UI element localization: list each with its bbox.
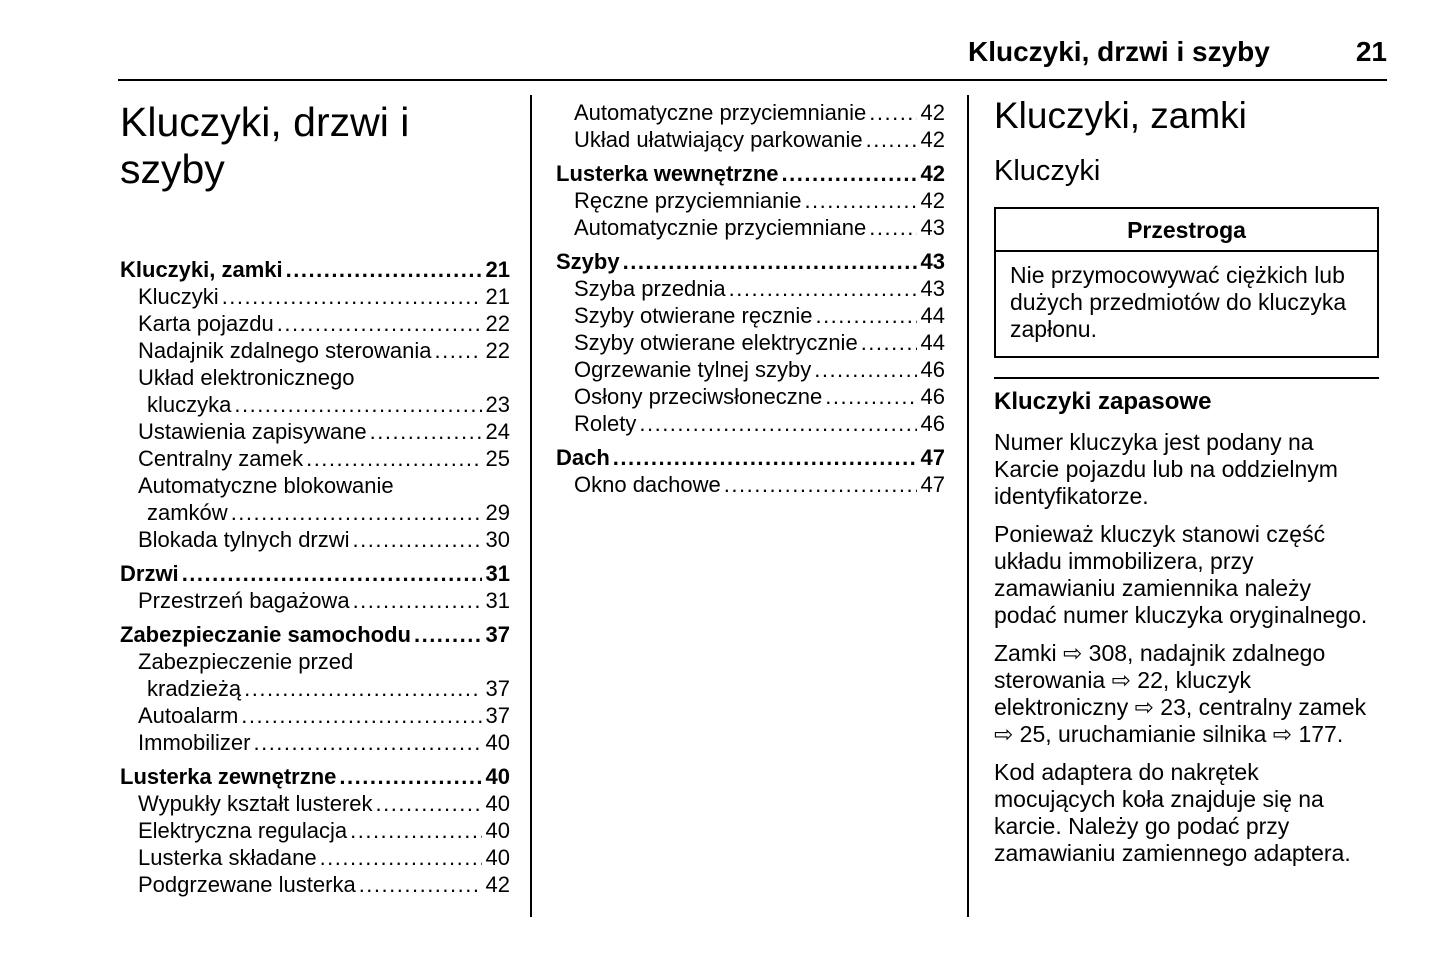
toc-leader-dots — [815, 302, 916, 329]
toc-entry-label: Blokada tylnych drzwi — [138, 527, 350, 552]
toc-entry[interactable] — [556, 126, 945, 153]
toc-leader-dots — [253, 729, 481, 756]
toc-entry-page-number: 40 — [485, 730, 510, 755]
toc-entry[interactable] — [120, 310, 510, 337]
toc-entry-label: Ogrzewanie tylnej szyby — [574, 357, 812, 382]
toc-leader-dots — [376, 790, 482, 817]
toc-entry-page-number: 46 — [920, 357, 945, 382]
toc-leader-dots — [825, 383, 916, 410]
toc-entry[interactable] — [556, 329, 945, 356]
toc-entry-page-number: 47 — [920, 445, 945, 470]
toc-entry[interactable] — [556, 99, 945, 126]
toc-leader-dots — [241, 702, 481, 729]
running-header — [120, 36, 1387, 68]
toc-leader-dots — [222, 283, 482, 310]
toc-entry-page-number: 47 — [920, 472, 945, 497]
toc-entry-page-number: 43 — [920, 276, 945, 301]
toc-entry[interactable] — [556, 248, 945, 275]
running-header-page-number: 21 — [1355, 36, 1387, 67]
toc-leader-dots — [782, 160, 917, 187]
toc-entry-label: Szyby otwierane ręcznie — [574, 303, 813, 328]
toc-leader-dots — [435, 337, 482, 364]
column-divider-2 — [967, 95, 969, 917]
paragraph-key-number: Numer kluczyka jest podany na Karcie pojazdu lub na oddzielnym identyfikatorze. — [994, 429, 1338, 509]
toc-entry-label: Szyby — [556, 249, 620, 274]
toc-leader-dots — [277, 310, 482, 337]
toc-entry-label: Rolety — [574, 411, 637, 436]
toc-leader-dots — [814, 356, 916, 383]
toc-column-2 — [556, 99, 945, 498]
toc-leader-dots — [234, 391, 481, 418]
toc-entry-page-number: 37 — [485, 676, 510, 701]
toc-entry[interactable] — [120, 587, 510, 614]
caution-box — [994, 207, 1379, 358]
toc-entry-first-line: Automatyczne blokowanie — [138, 473, 394, 498]
toc-leader-dots — [639, 410, 916, 437]
toc-entry[interactable] — [120, 675, 510, 702]
paragraph-immobilizer: Ponieważ kluczyk stanowi część układu immobilizera, przy zamawianiu zamiennika należy podać numer kluczyka oryginalnego. — [994, 521, 1368, 628]
toc-entry-page-number: 24 — [485, 419, 510, 444]
toc-entry[interactable] — [120, 256, 510, 283]
toc-entry-page-number: 42 — [920, 161, 945, 186]
content-column — [994, 95, 1379, 878]
toc-leader-dots — [320, 844, 482, 871]
toc-entry-label: Nadajnik zdalnego sterowania — [138, 338, 432, 363]
toc-entry-page-number: 40 — [485, 791, 510, 816]
toc-leader-dots — [359, 871, 482, 898]
paragraph-cross-references: Zamki ⇨ 308, nadajnik zdalnego sterowania ⇨ 22, kluczyk elektroniczny ⇨ 23, centralny zamek ⇨ 25, uruchamianie silnika ⇨ 177. — [994, 640, 1367, 747]
toc-entry[interactable] — [120, 391, 510, 418]
toc-entry-label: Lusterka zewnętrzne — [120, 764, 337, 789]
toc-entry-page-number: 40 — [485, 764, 510, 789]
toc-leader-dots — [306, 445, 481, 472]
toc-leader-dots — [244, 675, 481, 702]
toc-leader-dots — [231, 499, 482, 526]
toc-entry-page-number: 21 — [485, 284, 510, 309]
toc-entry[interactable] — [120, 817, 510, 844]
column-divider-1 — [530, 95, 532, 917]
toc-entry[interactable] — [120, 729, 510, 756]
spare-keys-heading: Kluczyki zapasowe — [994, 377, 1379, 416]
toc-leader-dots — [414, 621, 482, 648]
toc-leader-dots — [804, 187, 916, 214]
toc-entry-label: Szyby otwierane elektrycznie — [574, 330, 858, 355]
toc-entry-page-number: 31 — [485, 588, 510, 613]
section-heading: Kluczyki, zamki — [994, 95, 1247, 136]
toc-entry-label: Automatyczne przyciemnianie — [574, 100, 867, 125]
toc-entry-page-number: 37 — [485, 622, 510, 647]
toc-leader-dots — [353, 587, 482, 614]
toc-entry-label: Osłony przeciwsłoneczne — [574, 384, 823, 409]
toc-entry[interactable] — [556, 214, 945, 241]
toc-entry-label: kluczyka — [147, 392, 232, 417]
toc-entry-first-line: Zabezpieczenie przed — [138, 649, 354, 674]
toc-entry-page-number: 42 — [920, 127, 945, 152]
toc-entry[interactable] — [556, 383, 945, 410]
toc-entry-page-number: 40 — [485, 818, 510, 843]
toc-entry-label: Podgrzewane lusterka — [138, 872, 356, 897]
toc-entry-page-number: 42 — [920, 188, 945, 213]
toc-entry-label: Kluczyki — [138, 284, 219, 309]
toc-entry[interactable] — [120, 763, 510, 790]
toc-leader-dots — [869, 99, 916, 126]
toc-leader-dots — [350, 817, 481, 844]
running-header-title: Kluczyki, drzwi i szyby — [967, 36, 1270, 67]
toc-entry-label: kradzieżą — [147, 676, 242, 701]
toc-leader-dots — [724, 471, 917, 498]
toc-entry-label: Wypukły kształt lusterek — [138, 791, 373, 816]
toc-entry-label: Szyba przednia — [574, 276, 726, 301]
toc-entry[interactable] — [556, 302, 945, 329]
toc-entry[interactable] — [120, 621, 510, 648]
toc-entry-page-number: 30 — [485, 527, 510, 552]
toc-entry-label: Dach — [556, 445, 610, 470]
toc-entry-page-number: 44 — [920, 330, 945, 355]
toc-entry-label: Przestrzeń bagażowa — [138, 588, 350, 613]
toc-entry[interactable] — [120, 871, 510, 898]
toc-entry-page-number: 40 — [485, 845, 510, 870]
toc-entry[interactable] — [556, 410, 945, 437]
toc-entry-page-number: 43 — [920, 215, 945, 240]
toc-entry[interactable] — [120, 283, 510, 310]
toc-leader-dots — [861, 329, 917, 356]
toc-leader-dots — [339, 763, 481, 790]
toc-entry-label: Autoalarm — [138, 703, 239, 728]
toc-entry-label: Ustawienia zapisywane — [138, 419, 367, 444]
toc-entry-page-number: 22 — [485, 311, 510, 336]
toc-entry[interactable] — [120, 499, 510, 526]
toc-entry[interactable] — [120, 418, 510, 445]
toc-entry-label: Immobilizer — [138, 730, 251, 755]
toc-entry-first-line: Układ elektronicznego — [138, 365, 355, 390]
toc-entry-label: Układ ułatwiający parkowanie — [574, 127, 863, 152]
toc-entry-label: Drzwi — [120, 561, 179, 586]
toc-entry[interactable] — [120, 702, 510, 729]
toc-entry-label: Lusterka wewnętrzne — [556, 161, 779, 186]
toc-entry-label: Automatycznie przyciemniane — [574, 215, 867, 240]
toc-entry[interactable] — [120, 526, 510, 553]
toc-leader-dots — [182, 560, 482, 587]
subsection-heading: Kluczyki — [994, 155, 1101, 187]
toc-entry[interactable] — [556, 356, 945, 383]
toc-leader-dots — [869, 214, 916, 241]
toc-entry-page-number: 37 — [485, 703, 510, 728]
toc-entry[interactable] — [556, 160, 945, 187]
toc-entry[interactable] — [120, 445, 510, 472]
toc-entry-label: Elektryczna regulacja — [138, 818, 348, 843]
toc-entry-label: Okno dachowe — [574, 472, 721, 497]
toc-entry-page-number: 22 — [485, 338, 510, 363]
toc-entry[interactable] — [556, 275, 945, 302]
caution-text: Nie przymocowywać ciężkich lub dużych przedmiotów do kluczyka zapłonu. — [1010, 262, 1347, 342]
toc-entry-label: Centralny zamek — [138, 446, 304, 471]
header-rule — [118, 79, 1387, 81]
toc-entry-page-number: 31 — [485, 561, 510, 586]
toc-entry-page-number: 42 — [485, 872, 510, 897]
toc-leader-dots — [286, 256, 482, 283]
toc-leader-dots — [353, 526, 482, 553]
toc-entry-label: Ręczne przyciemnianie — [574, 188, 802, 213]
toc-entry-page-number: 43 — [920, 249, 945, 274]
toc-entry-label: zamków — [147, 500, 228, 525]
toc-entry[interactable] — [120, 790, 510, 817]
toc-entry-label: Lusterka składane — [138, 845, 317, 870]
caution-title: Przestroga — [996, 209, 1377, 252]
toc-entry[interactable] — [120, 844, 510, 871]
chapter-title: Kluczyki, drzwi i szyby — [120, 99, 410, 192]
toc-entry-label: Karta pojazdu — [138, 311, 274, 336]
toc-entry-label: Zabezpieczanie samochodu — [120, 622, 411, 647]
paragraph-adapter-code: Kod adaptera do nakrętek mocujących koła znajduje się na karcie. Należy go podać przy zamawianiu zamiennego adaptera. — [994, 759, 1351, 866]
toc-leader-dots — [623, 248, 917, 275]
toc-leader-dots — [729, 275, 917, 302]
toc-entry[interactable] — [120, 560, 510, 587]
toc-entry-label: Kluczyki, zamki — [120, 257, 283, 282]
toc-entry-page-number: 46 — [920, 384, 945, 409]
toc-entry-page-number: 29 — [485, 500, 510, 525]
toc-entry[interactable] — [120, 337, 510, 364]
toc-entry-page-number: 42 — [920, 100, 945, 125]
toc-entry[interactable] — [556, 187, 945, 214]
toc-entry-page-number: 46 — [920, 411, 945, 436]
toc-leader-dots — [866, 126, 917, 153]
toc-entry-page-number: 21 — [485, 257, 510, 282]
toc-entry-page-number: 25 — [485, 446, 510, 471]
toc-entry-page-number: 23 — [485, 392, 510, 417]
toc-entry-page-number: 44 — [920, 303, 945, 328]
toc-column-1 — [120, 256, 510, 898]
toc-entry[interactable] — [556, 444, 945, 471]
toc-entry[interactable] — [556, 471, 945, 498]
toc-leader-dots — [613, 444, 917, 471]
toc-leader-dots — [370, 418, 482, 445]
